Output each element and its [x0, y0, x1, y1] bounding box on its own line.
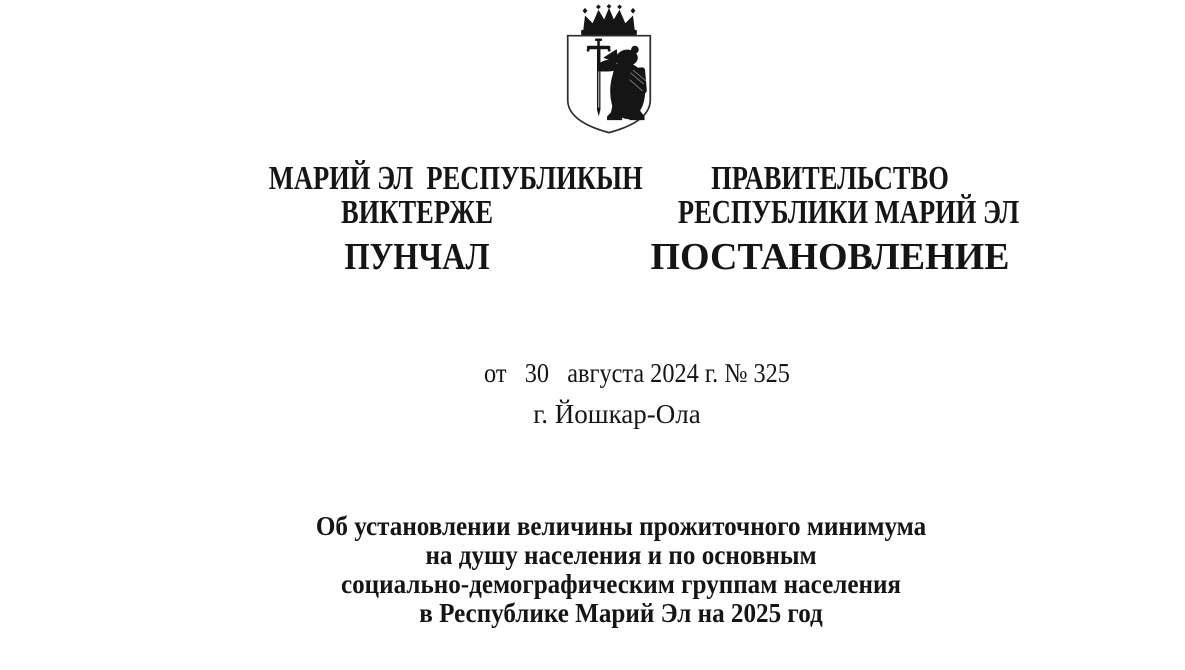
city-line: г. Йошкар-Ола	[533, 399, 701, 429]
header-russian-line1: ПРАВИТЕЛЬСТВО	[711, 160, 949, 197]
document-title-line: социально-демографическим группам населения	[340, 569, 902, 599]
header-mari-line2: ВИКТЕРЖЕ	[340, 194, 494, 231]
header-mari	[227, 160, 643, 278]
header-mari-doc-type: ПУНЧАЛ	[344, 236, 490, 278]
mari-el-coat-of-arms-icon	[561, 4, 657, 148]
header-russian	[635, 162, 1025, 278]
document-title-line: в Республике Марий Эл на 2025 год	[419, 598, 823, 628]
date-number-line: от 30 августа 2024 г. № 325	[484, 358, 790, 388]
small-shield-icon	[628, 67, 647, 94]
header-russian-line2: РЕСПУБЛИКИ МАРИЙ ЭЛ	[677, 194, 1020, 231]
header-russian-doc-type: ПОСТАНОВЛЕНИЕ	[650, 236, 1010, 278]
header-mari-line1: МАРИЙ ЭЛ РЕСПУБЛИКЫН	[268, 160, 643, 197]
crown-icon	[581, 4, 637, 35]
document-title-line: на душу населения и по основным	[425, 540, 817, 570]
document-title-line: Об установлении величины прожиточного минимума	[315, 511, 927, 541]
document-title	[291, 512, 951, 628]
